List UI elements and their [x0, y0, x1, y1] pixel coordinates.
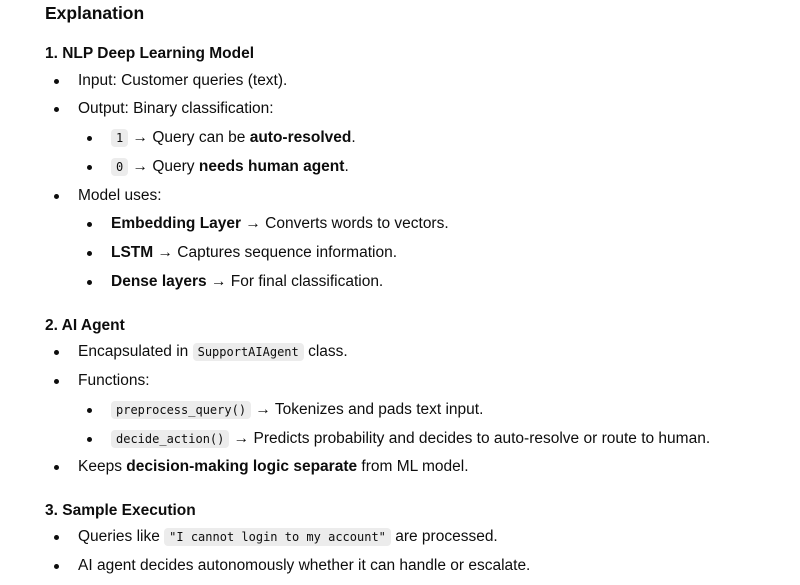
- text: .: [351, 129, 356, 146]
- list-item-agent: AI agent decides autonomously whether it can handle or escalate.: [78, 557, 531, 574]
- inline-code: 0: [111, 158, 128, 176]
- list-item-output-1: [111, 128, 356, 148]
- text: → Tokenizes and pads text input.: [251, 401, 484, 418]
- list-item-encapsulated: [78, 342, 348, 362]
- list-item-input: Input: Customer queries (text).: [78, 72, 288, 89]
- list-item-functions: Functions:: [78, 372, 150, 389]
- bullet: [54, 194, 59, 199]
- inline-code: decide_action(): [111, 430, 229, 448]
- inline-code: SupportAIAgent: [193, 343, 304, 361]
- list-item-dense: [111, 272, 383, 292]
- section-heading-sample-execution: 3. Sample Execution: [45, 502, 196, 519]
- inline-code: preprocess_query(): [111, 401, 251, 419]
- section-heading-ai-agent: 2. AI Agent: [45, 317, 125, 334]
- bold-text: Embedding Layer: [111, 215, 242, 232]
- bold-text: Dense layers: [111, 273, 207, 290]
- page-title: Explanation: [45, 3, 145, 23]
- text: → Query can be: [128, 129, 250, 146]
- bullet: [54, 107, 59, 112]
- list-item-output-0: [111, 157, 349, 177]
- list-item-lstm: [111, 243, 397, 263]
- bullet: [54, 350, 59, 355]
- bullet: [54, 535, 59, 540]
- text: Encapsulated in: [78, 343, 193, 360]
- list-item-preprocess: [111, 400, 483, 420]
- text: class.: [303, 343, 348, 360]
- text: → Query: [128, 158, 199, 175]
- text: .: [344, 158, 349, 175]
- inline-code: 1: [111, 129, 128, 147]
- list-item-model-uses: Model uses:: [78, 187, 162, 204]
- bullet: [87, 165, 92, 170]
- list-item-queries: [78, 527, 498, 547]
- text: → Captures sequence information.: [153, 244, 398, 261]
- text: are processed.: [390, 528, 498, 545]
- bold-text: auto-resolved: [249, 129, 352, 146]
- bullet: [87, 408, 92, 413]
- text: → Converts words to vectors.: [241, 215, 449, 232]
- bold-text: LSTM: [111, 244, 154, 261]
- bullet: [54, 379, 59, 384]
- list-item-embedding: [111, 214, 449, 234]
- inline-code: "I cannot login to my account": [164, 528, 391, 546]
- bold-text: decision-making logic separate: [126, 458, 358, 475]
- list-item-keeps: [78, 457, 469, 477]
- text: → For final classification.: [206, 273, 384, 290]
- bullet: [54, 79, 59, 84]
- text: → Predicts probability and decides to auto-resolve or route to human.: [229, 430, 711, 447]
- bullet: [87, 280, 92, 285]
- bullet: [87, 222, 92, 227]
- bold-text: needs human agent: [198, 158, 345, 175]
- section-heading-nlp-model: 1. NLP Deep Learning Model: [45, 45, 255, 62]
- bullet: [87, 251, 92, 256]
- bullet: [87, 437, 92, 442]
- bullet: [54, 465, 59, 470]
- bullet: [54, 564, 59, 569]
- bullet: [87, 136, 92, 141]
- list-item-decide: [111, 429, 710, 449]
- text: Queries like: [78, 528, 165, 545]
- text: from ML model.: [357, 458, 469, 475]
- text: Keeps: [78, 458, 127, 475]
- list-item-output: Output: Binary classification:: [78, 100, 274, 117]
